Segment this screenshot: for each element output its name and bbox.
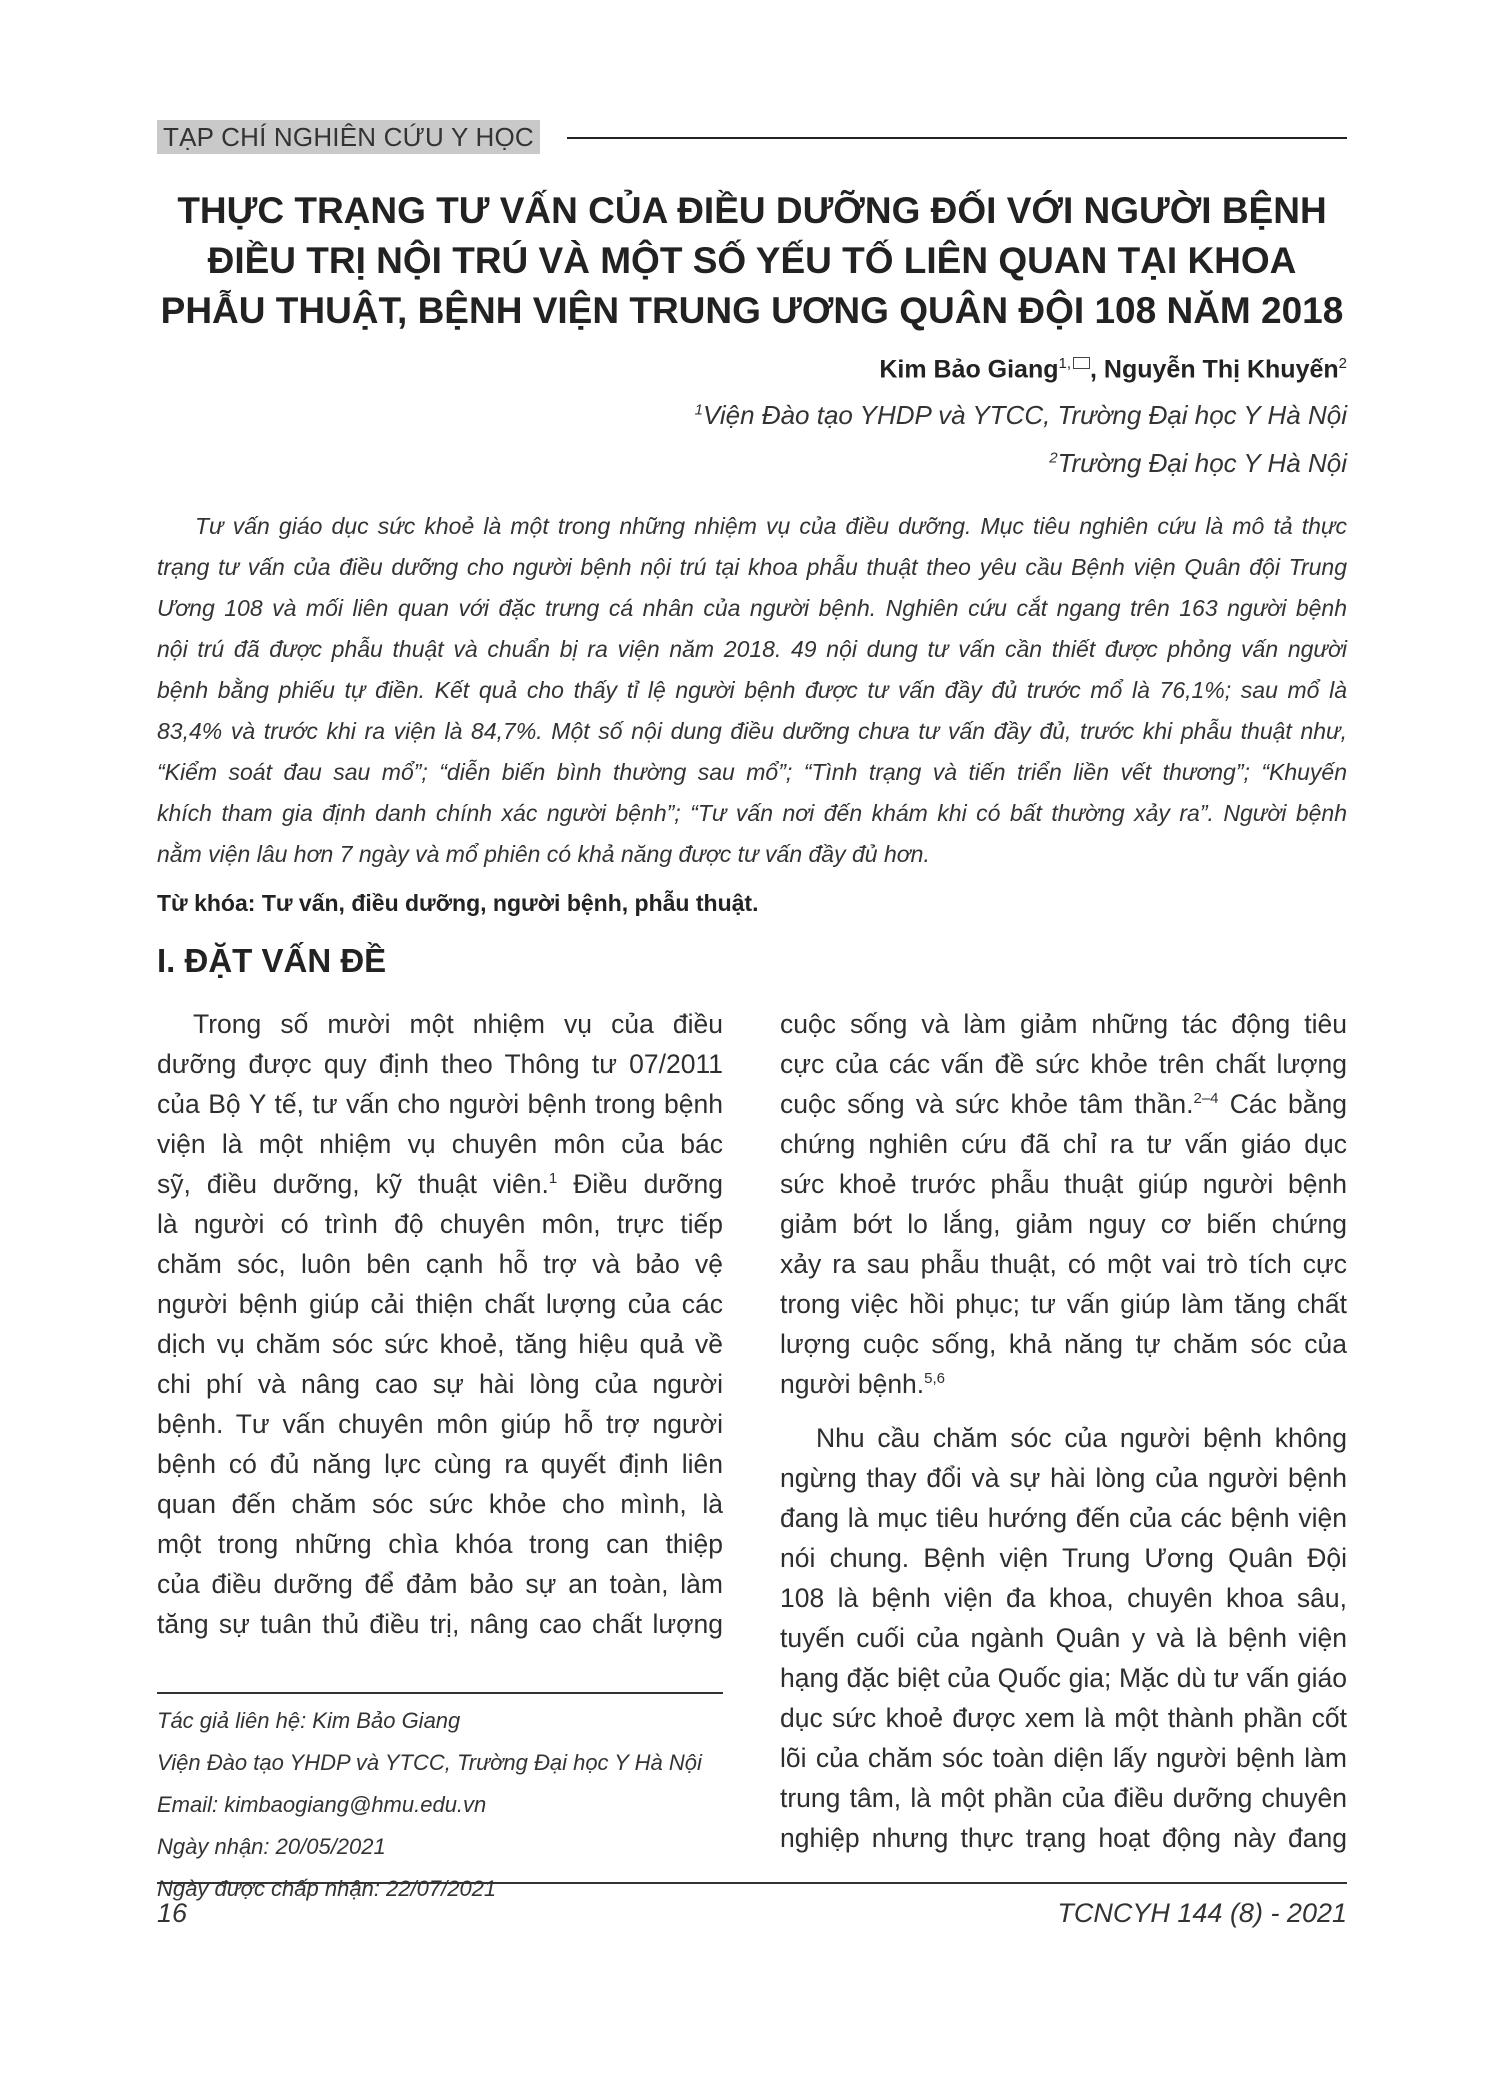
title-line: ĐIỀU TRỊ NỘI TRÚ VÀ MỘT SỐ YẾU TỐ LIÊN QUAN TẠI KHOA (207, 240, 1297, 281)
affiliation-text: Viện Đào tạo YHDP và YTCC, Trường Đại học Y Hà Nội (703, 400, 1347, 430)
body-line (157, 1164, 723, 1204)
abstract-line: nội trú đã được phẫu thuật và chuẩn bị ra viện năm 2018. 49 nội dung tư vấn cần thiết được phỏng vấn người (157, 636, 1347, 662)
body-line: trung tâm, là một phần của điều dưỡng chuyên (780, 1783, 1347, 1813)
body-line: sức khoẻ trước phẫu thuật giúp người bệnh (780, 1169, 1347, 1199)
page-number: 16 (157, 1898, 188, 1928)
body-line: bệnh có đủ năng lực cùng ra quyết định liên (157, 1449, 723, 1479)
body-line: chứng nghiên cứu đã chỉ ra tư vấn giáo dục (780, 1129, 1347, 1159)
body-line: nghiệp nhưng thực trạng hoạt động này đang (780, 1823, 1347, 1853)
body-line (780, 1364, 1347, 1404)
footnote-email[interactable]: Email: kimbaogiang@hmu.edu.vn (157, 1792, 487, 1817)
body-line: lõi của chăm sóc toàn diện lấy người bệnh làm (780, 1743, 1347, 1773)
citation-ref: 2–4 (1193, 1090, 1219, 1108)
affiliation-sup: 1 (694, 401, 704, 419)
abstract-line: khích tham gia định danh chính xác người bệnh”; “Tư vấn nơi đến khám khi có bất thường xảy ra”. Người bệnh (157, 800, 1347, 826)
footnote-rule (157, 1692, 723, 1694)
abstract-line: 83,4% và trước khi ra viện là 84,7%. Một số nội dung điều dưỡng chưa tư vấn đầy đủ, trước khi phẫu thuật như, (157, 718, 1347, 744)
body-line: cực của các vấn đề sức khỏe trên chất lượng (780, 1049, 1347, 1079)
body-line: chăm sóc, luôn bên cạnh hỗ trợ và bảo vệ (157, 1249, 723, 1279)
citation-ref: 5,6 (924, 1370, 946, 1388)
footnote-line: Viện Đào tạo YHDP và YTCC, Trường Đại học Y Hà Nội (157, 1750, 702, 1775)
footnote-line: Ngày nhận: 20/05/2021 (157, 1834, 386, 1859)
body-line: tăng sự tuân thủ điều trị, nâng cao chất lượng (157, 1609, 723, 1639)
body-line: của Bộ Y tế, tư vấn cho người bệnh trong bệnh (157, 1089, 723, 1119)
keywords: Từ khóa: Tư vấn, điều dưỡng, người bệnh, phẫu thuật. (157, 890, 759, 916)
body-text: sỹ, điều dưỡng, kỹ thuật viên. (157, 1169, 549, 1199)
abstract-line: Ương 108 và mối liên quan với đặc trưng cá nhân của người bệnh. Nghiên cứu cắt ngang trên 163 người bệnh (157, 595, 1347, 621)
body-line: nói chung. Bệnh viện Trung Ương Quân Đội (780, 1543, 1347, 1573)
body-line: Trong số mười một nhiệm vụ của điều (193, 1009, 723, 1039)
footnote-line: Ngày được chấp nhận: 22/07/2021 (157, 1876, 497, 1901)
body-line: người bệnh giúp cải thiện chất lượng của các (157, 1289, 723, 1319)
paragraph-gap (780, 1404, 1347, 1418)
body-line: là người có trình độ chuyên môn, trực tiếp (157, 1209, 723, 1239)
body-line: lượng cuộc sống, khả năng tự chăm sóc của (780, 1329, 1347, 1359)
author-sup: 1, (1058, 355, 1072, 372)
body-line: giảm bớt lo lắng, giảm nguy cơ biến chứng (780, 1209, 1347, 1239)
section-heading: I. ĐẶT VẤN ĐỀ (157, 942, 387, 979)
body-line: quan đến chăm sóc sức khỏe cho mình, là (157, 1489, 723, 1519)
body-line: dưỡng được quy định theo Thông tư 07/2011 (157, 1049, 723, 1079)
journal-header (157, 120, 1347, 156)
body-line: ngừng thay đổi và sự hài lòng của người bệnh (780, 1463, 1347, 1493)
paper-title (157, 186, 1347, 336)
abstract-line: “Kiểm soát đau sau mổ”; “diễn biến bình thường sau mổ”; “Tình trạng và tiến triển liền vết thương”; “Khuyến (157, 759, 1347, 785)
body-line: dục sức khoẻ được xem là một thành phần cốt (780, 1703, 1347, 1733)
abstract (157, 506, 1347, 875)
body-text: cuộc sống và sức khỏe tâm thần. (780, 1089, 1194, 1119)
abstract-line: Tư vấn giáo dục sức khoẻ là một trong những nhiệm vụ của điều dưỡng. Mục tiêu nghiên cứu là mô tả thực (195, 513, 1347, 539)
abstract-line: bệnh bằng phiếu tự điền. Kết quả cho thấy tỉ lệ người bệnh được tư vấn đầy đủ trước mổ là 76,1%; sau mổ là (157, 677, 1347, 703)
body-line: cuộc sống và làm giảm những tác động tiêu (780, 1009, 1347, 1039)
abstract-line: nằm viện lâu hơn 7 ngày và mổ phiên có khả năng được tư vấn đầy đủ hơn. (157, 841, 930, 867)
body-text: Các bằng (1218, 1089, 1347, 1119)
affiliation (695, 400, 1347, 431)
left-column (157, 1004, 723, 1644)
author-name: Kim Bảo Giang (879, 355, 1059, 384)
author-name: Nguyễn Thị Khuyến (1103, 355, 1339, 384)
body-line: đang là mục tiêu hướng đến của các bệnh viện (780, 1503, 1347, 1533)
body-line: bệnh. Tư vấn chuyên môn giúp hỗ trợ người (157, 1409, 723, 1439)
body-line: tuyến cuối của ngành Quân y và là bệnh viện (780, 1623, 1347, 1653)
body-line: trong việc hồi phục; tư vấn giúp làm tăng chất (780, 1289, 1347, 1319)
body-line: hạng đặc biệt của Quốc gia; Mặc dù tư vấn giáo (780, 1663, 1347, 1693)
abstract-line: trạng tư vấn của điều dưỡng cho người bệnh nội trú tại khoa phẫu thuật theo yêu cầu Bệnh viện Quân đội Trung (157, 554, 1347, 580)
affiliation-sup: 2 (1049, 449, 1058, 467)
author-sup: 2 (1338, 355, 1347, 372)
body-line (780, 1084, 1347, 1124)
citation-ref: 1 (548, 1170, 558, 1188)
body-line: chi phí và nâng cao sự hài lòng của người (157, 1369, 723, 1399)
header-rule (567, 137, 1347, 139)
envelope-icon[interactable] (1073, 357, 1090, 369)
body-line: dịch vụ chăm sóc sức khoẻ, tăng hiệu quả về (157, 1329, 723, 1359)
title-line: PHẪU THUẬT, BỆNH VIỆN TRUNG ƯƠNG QUÂN ĐỘI 108 NĂM 2018 (160, 290, 1344, 331)
body-line: viện là một nhiệm vụ chuyên môn của bác (157, 1129, 723, 1159)
body-text: Điều dưỡng (557, 1169, 723, 1199)
body-text: người bệnh. (780, 1369, 925, 1399)
body-line: xảy ra sau phẫu thuật, có một vai trò tích cực (780, 1249, 1347, 1279)
body-line: của điều dưỡng để đảm bảo sự an toàn, làm (157, 1569, 723, 1599)
footnote-line: Tác giả liên hệ: Kim Bảo Giang (157, 1708, 461, 1733)
journal-name: TẠP CHÍ NGHIÊN CỨU Y HỌC (157, 120, 540, 154)
author-separator: , (1090, 355, 1104, 384)
affiliation (1049, 448, 1347, 479)
affiliation-text: Trường Đại học Y Hà Nội (1057, 448, 1347, 478)
author-list (879, 355, 1347, 384)
body-line: 108 là bệnh viện đa khoa, chuyên khoa sâu, (780, 1583, 1347, 1613)
body-line: một trong những chìa khóa trong can thiệp (157, 1529, 723, 1559)
right-column (780, 1004, 1347, 1858)
body-line: Nhu cầu chăm sóc của người bệnh không (816, 1423, 1347, 1453)
footer-rule (157, 1882, 1347, 1884)
title-line: THỰC TRẠNG TƯ VẤN CỦA ĐIỀU DƯỠNG ĐỐI VỚI NGƯỜI BỆNH (177, 190, 1327, 231)
journal-reference: TCNCYH 144 (8) - 2021 (1057, 1898, 1347, 1928)
correspondence-footnote (157, 1700, 702, 1910)
